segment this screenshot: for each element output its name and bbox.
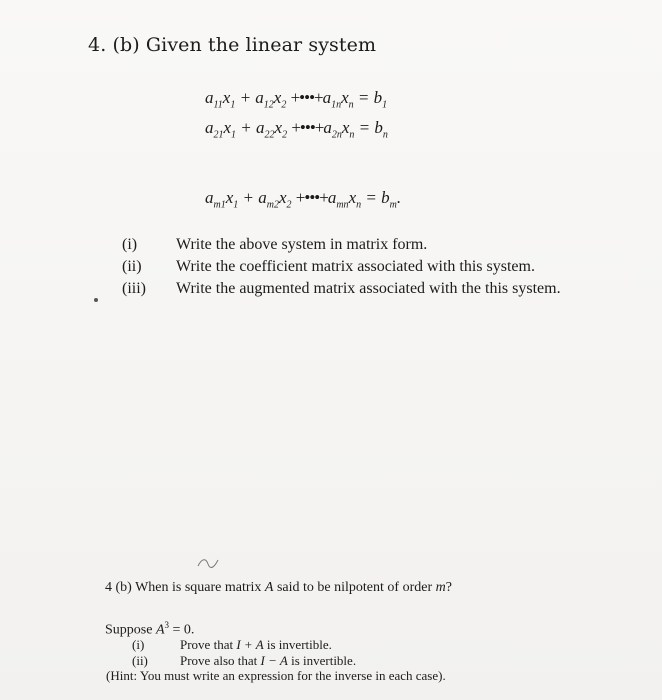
pen-squiggle-mark [196,556,220,570]
subquestion-number: (i) [122,236,138,253]
nilpotent-question: 4 (b) When is square matrix A said to be nilpotent of order m? [105,580,452,595]
subquestion-number: (ii) [122,258,142,275]
equation-row-2: $a_{21}x_1 + a_{22}x_2$ $+•••+a_{2n}x_n = b_n$ [205,118,388,141]
subquestion-iii [122,280,561,298]
subquestion-ii [122,258,535,276]
nilpotent-part-i: (i) Prove that I + A is invertible. [132,637,332,652]
subquestion-number: (iii) [122,280,146,297]
equation-row-1: $a_{11}x_1 + a_{12}x_2$ $+•••+a_{1n}x_n = b_1$ [205,88,388,111]
suppose-line: Suppose $A^3 = 0$. [105,620,195,638]
equation-row-m: $a_{m1}x_1 + a_{m2}x_2$ $+•••+a_{mn}x_n = b_m$. [205,188,402,211]
question-heading: 4. (b) Given the linear system [88,34,377,56]
hint-text: (Hint: You must write an expression for the inverse in each case). [106,668,446,683]
nilpotent-part-ii: (ii) Prove also that I − A is invertible. [132,653,357,668]
subquestion-i [122,236,427,254]
subquestion-text: Write the coefficient matrix associated with this system. [176,258,535,275]
subquestion-text: Write the augmented matrix associated with the this system. [176,280,561,297]
subquestion-text: Write the above system in matrix form. [176,236,428,253]
stray-mark [94,298,98,302]
